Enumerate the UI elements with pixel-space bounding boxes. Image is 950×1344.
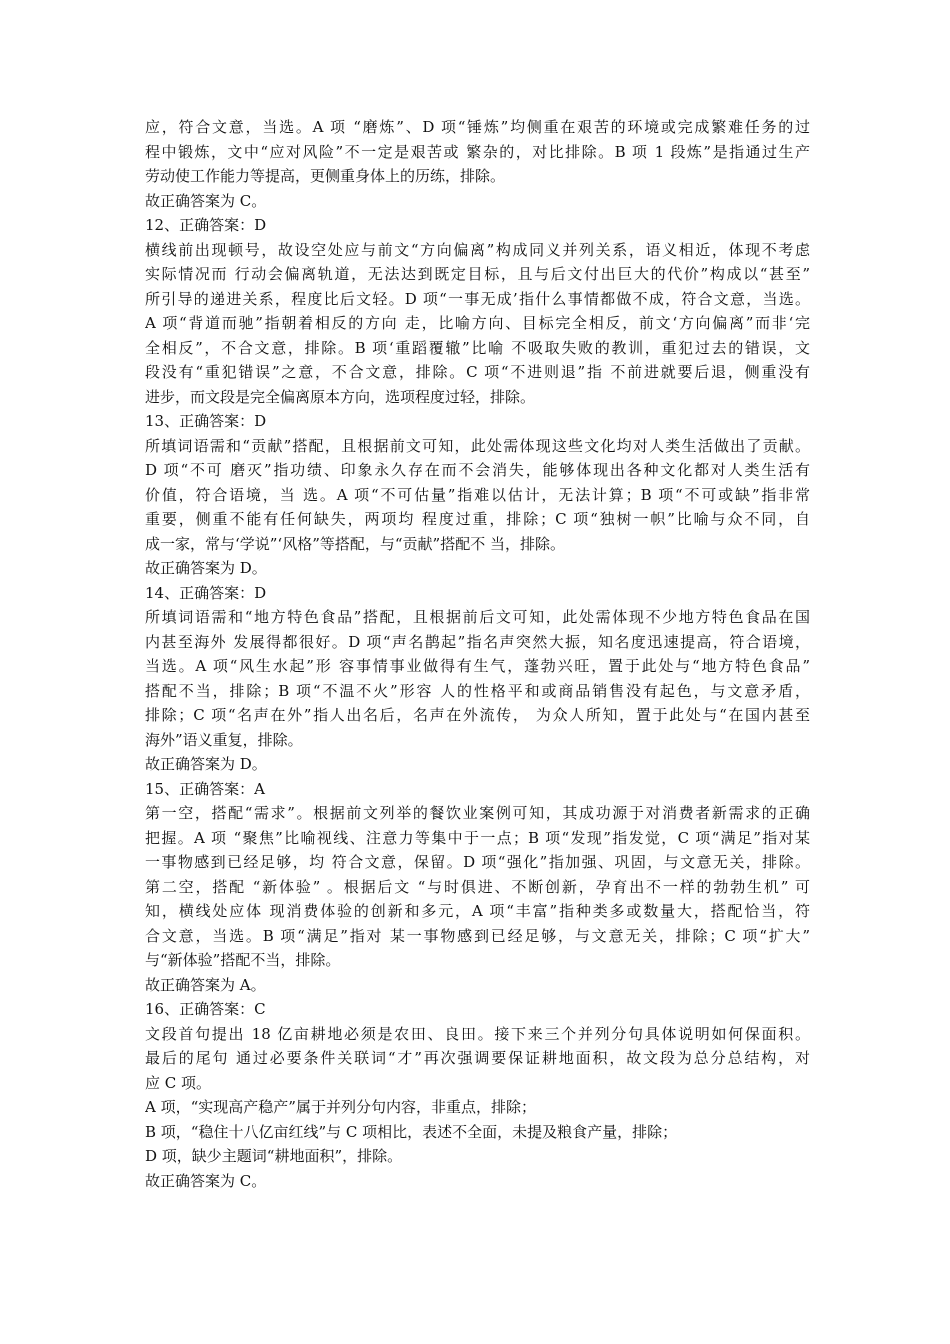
question-answer-heading: 15、正确答案：A [145, 779, 265, 798]
text-line: 段没有“重犯错误”之意，不合文意，排除。C 项“不进则退”指 不前进就要后退，侧重没有 [145, 363, 810, 381]
text-line: 价值，符合语境，当 选。A 项“不可估量”指难以估计，无法计算；B 项“不可或缺”指非常 [145, 485, 810, 504]
question-answer-heading: 13、正确答案：D [145, 412, 267, 430]
text-line: 当选。A 项“风生水起”形 容事情事业做得有生气，蓬勃兴旺，置于此处与“地方特色食品” [145, 657, 810, 675]
text-line: 实际情况而 行动会偏离轨道，无法达到既定目标，且与后文付出巨大的代价”构成以“甚至” [145, 265, 810, 283]
text-line: 合文意，当选。B 项“满足”指对 某一事物感到已经足够，与文意无关，排除；C 项“扩大” [145, 926, 810, 945]
text-line: 全相反”，不合文意，排除。B 项‘重蹈覆辙”比喻 不吸取失败的教训，重犯过去的错误，文 [145, 338, 810, 357]
conclusion-line: 故正确答案为 C。 [145, 191, 267, 210]
question-answer-heading: 14、正确答案：D [145, 583, 267, 602]
text-line: 知，横线处应体 现消费体验的创新和多元，A 项“丰富”指种类多或数量大，搭配恰当，符 [145, 902, 810, 920]
text-line: 第一空，搭配“需求”。根据前文列举的餐饮业案例可知，其成功源于对消费者新需求的正确 [145, 804, 810, 822]
text-line: 所填词语需和“贡献”搭配，且根据前文可知，此处需体现这些文化均对人类生活做出了贡献。 [145, 436, 810, 455]
text-line: 横线前出现顿号，故设空处应与前文“方向偏离”构成同义并列关系，语义相近，体现不考虑 [145, 240, 810, 259]
text-line: 应，符合文意，当选。A 项 “磨炼”、D 项“锤炼”均侧重在艰苦的环境或完成繁难任务的过 [145, 118, 810, 136]
question-answer-heading: 12、正确答案：D [145, 216, 267, 234]
text-line: 与“新体验”搭配不当，排除。 [145, 951, 341, 969]
text-line: 所填词语需和“地方特色食品”搭配，且根据前后文可知，此处需体现不少地方特色食品在国 [145, 608, 810, 626]
conclusion-line: 故正确答案为 A。 [145, 975, 266, 994]
text-line: 程中锻炼，文中“应对风险”不一定是艰苦或 繁杂的，对比排除。B 项 1 段炼”是指通过生产 [145, 142, 810, 161]
text-line: 把握。A 项 “聚焦”比喻视线、注意力等集中于一点；B 项“发现”指发觉，C 项“满足”指对某 [145, 828, 810, 847]
option-analysis-line: B 项，“稳住十八亿亩红线”与 C 项相比，表述不全面，未提及粮食产量，排除； [145, 1122, 678, 1141]
text-line: 重要，侧重不能有任何缺失，两项均 程度过重，排除；C 项“独树一帜”比喻与众不同，自 [145, 510, 810, 528]
text-line: 进步，而文段是完全偏离原本方向，选项程度过轻，排除。 [145, 387, 536, 406]
conclusion-line: 故正确答案为 D。 [145, 755, 267, 773]
conclusion-line: 故正确答案为 C。 [145, 1171, 267, 1190]
text-line: 文段首句提出 18 亿亩耕地必须是农田、良田。接下来三个并列分句具体说明如何保面积。 [145, 1024, 810, 1043]
text-line: 成一家，常与‘学说”‘风格”等搭配，与“贡献”搭配不 当，排除。 [145, 534, 565, 553]
text-line: 第二空，搭配 “新体验” 。根据后文 “与时俱进、不断创新，孕育出不一样的勃勃生机” 可 [145, 877, 810, 896]
text-line: 内甚至海外 发展得都很好。D 项“声名鹊起”指名声突然大振，知名度迅速提高，符合语境， [145, 632, 810, 651]
text-line: A 项“背道而驰”指朝着相反的方向 走，比喻方向、目标完全相反，前文‘方向偏离”而非‘完 [145, 314, 810, 332]
conclusion-line: 故正确答案为 D。 [145, 559, 267, 577]
text-line: 海外”语义重复，排除。 [145, 730, 303, 749]
text-line: 一事物感到已经足够，均 符合文意，保留。D 项“强化”指加强、巩固，与文意无关，排除。 [145, 853, 810, 871]
text-line: 搭配不当，排除；B 项“不温不火”形容 人的性格平和或商品销售没有起色，与文意矛盾， [145, 681, 810, 700]
text-line: 应 C 项。 [145, 1073, 212, 1092]
text-line: 排除；C 项“名声在外”指人出名后，名声在外流传， 为众人所知，置于此处与“在国内甚至 [145, 706, 810, 724]
answer-explanation-text [145, 115, 810, 1193]
option-analysis-line: A 项，“实现高产稳产”属于并列分句内容，非重点，排除； [145, 1098, 536, 1116]
question-answer-heading: 16、正确答案：C [145, 1000, 266, 1018]
option-analysis-line: D 项，缺少主题词“耕地面积”，排除。 [145, 1147, 403, 1165]
text-line: D 项“不可 磨灭”指功绩、印象永久存在而不会消失，能够体现出各种文化都对人类生活有 [145, 461, 810, 479]
text-line: 所引导的递进关系，程度比后文轻。D 项“一事无成’指什么事情都做不成，符合文意，当选。 [145, 289, 810, 308]
text-line: 劳动使工作能力等提高，更侧重身体上的历练，排除。 [145, 167, 506, 185]
text-line: 最后的尾句 通过必要条件关联词“才”再次强调要保证耕地面积，故文段为总分总结构，对 [145, 1049, 810, 1067]
